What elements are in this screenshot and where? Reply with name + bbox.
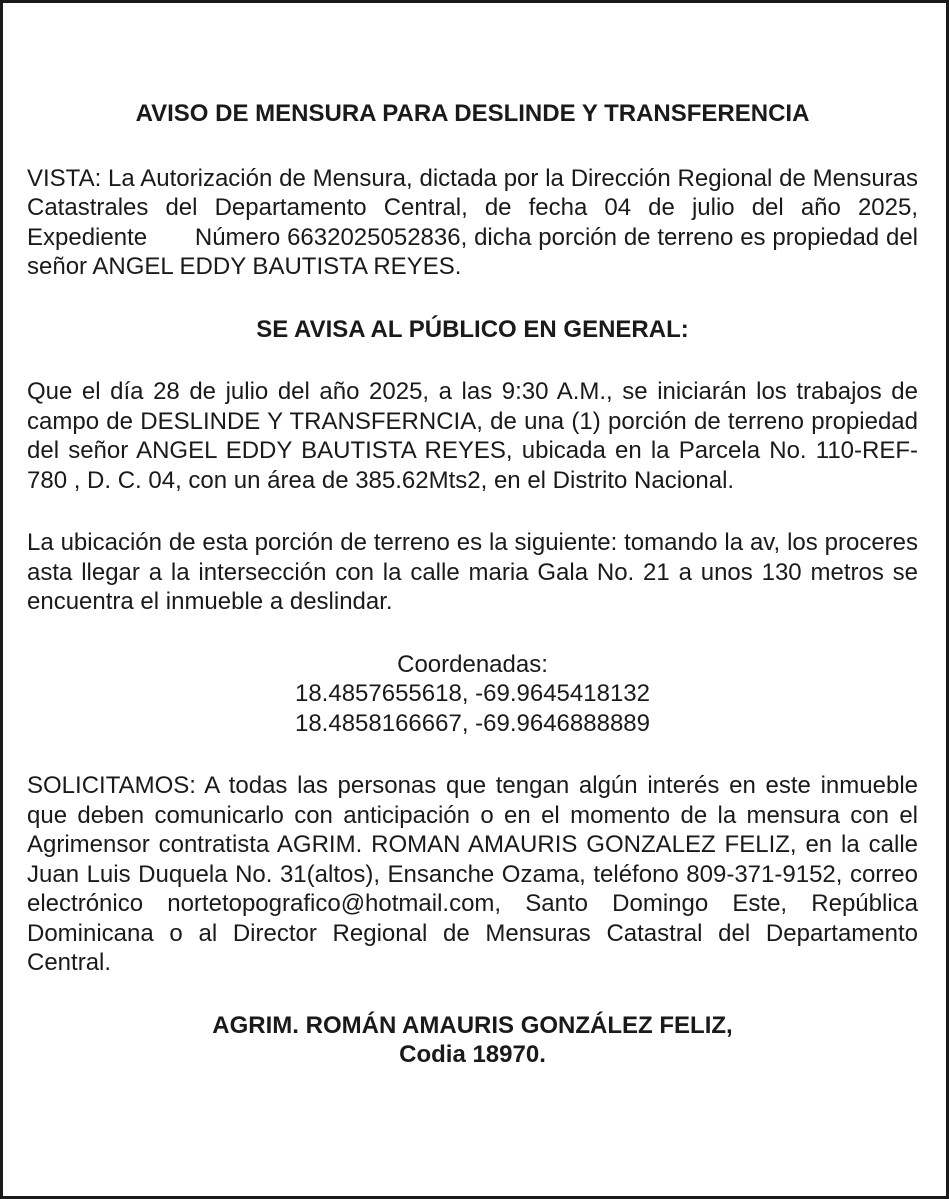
notice-title: AVISO DE MENSURA PARA DESLINDE Y TRANSFERENCIA: [135, 100, 810, 127]
vista-paragraph: VISTA: La Autorización de Mensura, dictada por la Dirección Regional de Mensuras Catastrales del Departamento Central, de fecha 04 de julio del año 2025, Expediente Número 6632025052836, dicha porción de terreno es propiedad del señor ANGEL EDDY BAUTISTA REYES.: [27, 164, 925, 280]
signature-block: [27, 1011, 918, 1069]
coordinates-block: [27, 650, 918, 739]
coordinate-point-1: 18.4857655618, -69.9645418132: [294, 680, 650, 707]
public-heading: SE AVISA AL PÚBLICO EN GENERAL:: [256, 315, 689, 343]
request-paragraph: SOLICITAMOS: A todas las personas que tengan algún interés en este inmueble que deben comunicarlo con anticipación o en el momento de la mensura con el Agrimensor contratista AGRIM. ROMAN AMAURIS GONZALEZ FELIZ, en la calle Juan Luis Duquela No. 31(altos), Ensanche Ozama, teléfono 809-371-9152, correo electrónico nortetopografico@hotmail.com, Santo Domingo Este, República Dominicana o al Director Regional de Mensuras Catastral del Departamento Central.: [27, 772, 918, 976]
signature-codia: Codia 18970.: [399, 1040, 546, 1068]
coordinate-point-2: 18.4858166667, -69.9646888889: [294, 709, 650, 737]
location-paragraph: La ubicación de esta porción de terreno es la siguiente: tomando la av, los proceres asta llegar a la intersección con la calle maria Gala No. 21 a unos 130 metros se encuentra el inmueble a deslindar.: [27, 529, 918, 615]
work-paragraph: Que el día 28 de julio del año 2025, a las 9:30 A.M., se iniciarán los trabajos de campo de DESLINDE Y TRANSFERNCIA, de una (1) porción de terreno propiedad del señor ANGEL EDDY BAUTISTA REYES, ubicada en la Parcela No. 110-REF-780 , D. C. 04, con un área de 385.62Mts2, en el Distrito Nacional.: [27, 378, 918, 494]
signature-name: AGRIM. ROMÁN AMAURIS GONZÁLEZ FELIZ,: [212, 1011, 733, 1039]
coordinates-label: Coordenadas:: [397, 650, 548, 678]
